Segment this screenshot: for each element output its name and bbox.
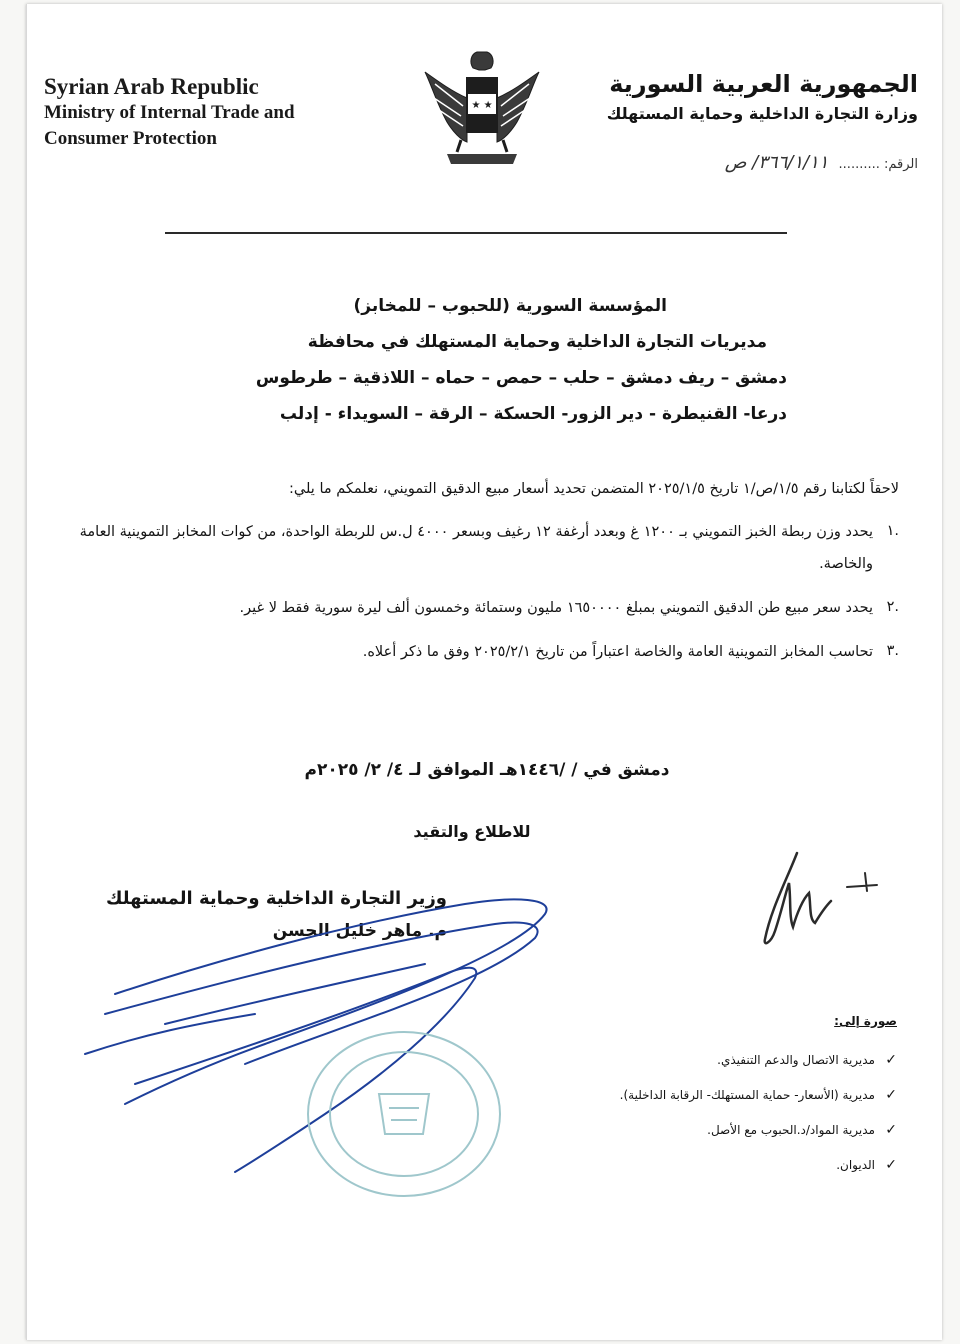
english-letterhead [44, 74, 374, 152]
review-note: للاطلاع والتقيد [413, 822, 531, 841]
list-item [71, 516, 899, 580]
item-text: يحدد سعر مبيع طن الدقيق التمويني بمبلغ ١٦٥٠٠٠٠ مليون وستمائة وخمسون ألف ليرة سورية فقط لا غير. [239, 600, 873, 616]
item-text: يحدد وزن ربطة الخبز التمويني بـ ١٢٠٠ غ وبعدد أرغفة ١٢ رغيف وبسعر ٤٠٠٠ ل.س للربطة الواحدة، من كوات المخابز التموينية العامة والخاصة. [79, 524, 873, 572]
arabic-letterhead [538, 66, 918, 126]
list-item [527, 1077, 897, 1112]
official-letter [26, 4, 942, 1340]
item-number: .٢ [886, 599, 899, 615]
checkmark-icon: ✓ [885, 1086, 897, 1103]
item-number: .٣ [886, 643, 899, 659]
recipient-line: مديريات التجارة الداخلية وحماية المستهلك في محافظة [307, 332, 767, 352]
copy-recipient: مديرية المواد/د.الحبوب مع الأصل. [707, 1122, 875, 1137]
copy-recipient: الديوان. [836, 1157, 875, 1172]
checkmark-icon: ✓ [885, 1156, 897, 1173]
svg-text:★ ★: ★ ★ [471, 100, 493, 111]
eagle-emblem-icon [417, 44, 547, 176]
body-intro: لاحقاً لكتابنا رقم ١/٥/ص/١ تاريخ ٢٠٢٥/١/٥ المتضمن تحديد أسعار مبيع الدقيق التمويني، نعلمكم ما يلي: [289, 481, 899, 497]
copy-recipient: مديرية (الأسعار- حماية المستهلك- الرقابة الداخلية). [619, 1087, 875, 1102]
arabic-ministry-name: وزارة التجارة الداخلية وحماية المستهلك [606, 104, 918, 123]
date-line: دمشق في / /١٤٤٦هـ الموافق لـ ٤/ ٢/ ٢٠٢٥م [304, 760, 670, 780]
item-text: تحاسب المخابز التموينية العامة والخاصة اعتباراً من تاريخ ٢٠٢٥/٢/١ وفق ما ذكر أعلاه. [362, 644, 873, 660]
reference-label: الرقم: .......... [838, 157, 918, 172]
checkmark-icon: ✓ [885, 1051, 897, 1068]
english-ministry-line1: Ministry of Internal Trade and [44, 102, 295, 123]
signatory-name: م. ماهر خليل الحسن [272, 921, 447, 941]
letter-body [71, 474, 899, 668]
official-stamp-icon [299, 1024, 509, 1204]
list-item [527, 1147, 897, 1182]
copy-recipient: مديرية الاتصال والدعم التنفيذي. [717, 1052, 875, 1067]
english-country-name: Syrian Arab Republic [44, 74, 259, 99]
arabic-country-name: الجمهورية العربية السورية [609, 70, 918, 98]
list-item [527, 1042, 897, 1077]
header-divider [165, 232, 787, 234]
recipient-line: المؤسسة السورية (للحبوب – للمخابز) [353, 296, 667, 316]
reference-number [618, 152, 918, 173]
item-number: .١ [886, 523, 899, 539]
initials-signature-icon [727, 839, 917, 959]
checkmark-icon: ✓ [885, 1121, 897, 1138]
reference-value: ٣٦٦/١/١١/ ص [724, 152, 829, 173]
list-item [71, 636, 899, 668]
list-item [71, 592, 899, 624]
signatory-title: وزير التجارة الداخلية وحماية المستهلك [106, 888, 447, 909]
copies-list [527, 1014, 897, 1182]
recipient-line: درعا- القنيطرة - دير الزور- الحسكة – الرقة – السويداء - إدلب [279, 404, 787, 424]
copies-title: صورة إلى: [834, 1014, 897, 1028]
list-item [527, 1112, 897, 1147]
english-ministry-line2: Consumer Protection [44, 128, 217, 149]
recipients-block [177, 288, 787, 432]
recipient-line: دمشق – ريف دمشق – حلب – حمص – حماه – اللاذقية – طرطوس [255, 368, 787, 388]
